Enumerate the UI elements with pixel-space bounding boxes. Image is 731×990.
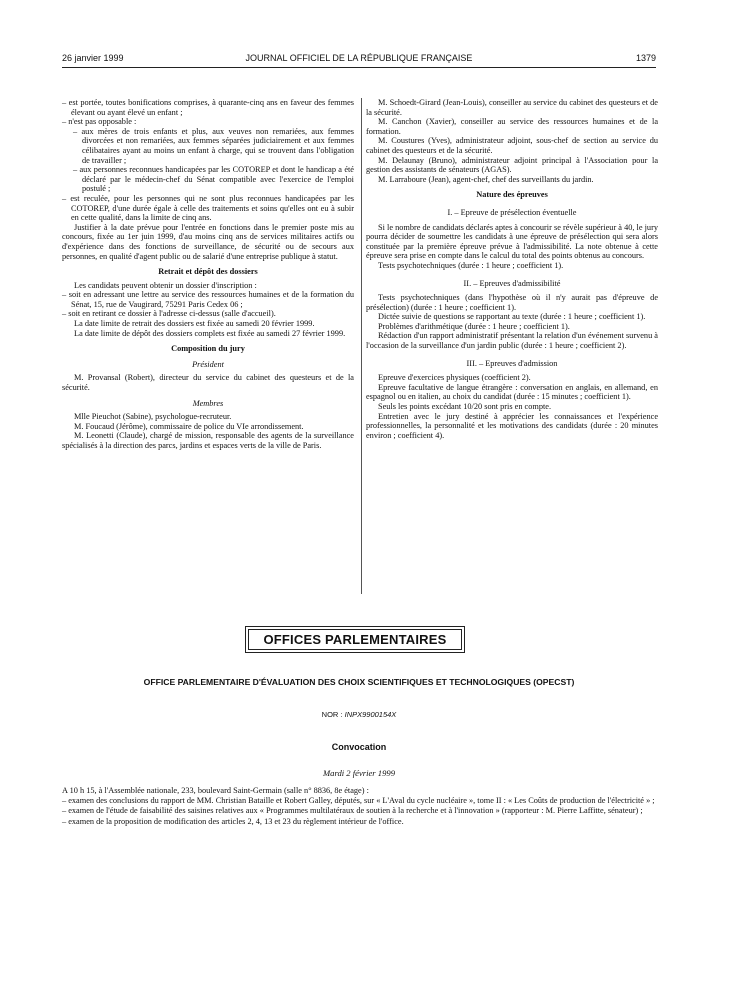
- office-title: OFFICE PARLEMENTAIRE D'ÉVALUATION DES CHOIX SCIENTIFIQUES ET TECHNOLOGIQUES (OPECST): [143, 677, 575, 687]
- agenda-intro: A 10 h 15, à l'Assemblée nationale, 233, boulevard Saint-Germain (salle n° 8836, 8e étage) :: [62, 786, 369, 795]
- section-box: [245, 626, 465, 653]
- paragraph: M. Schoedt-Girard (Jean-Louis), conseiller au service du cabinet des questeurs et de la sécurité.: [366, 98, 658, 117]
- agenda-item: – examen de l'étude de faisabilité des saisines relatives aux « Programmes multilatéraux de soutien à la recherche et à l'innovation » (rapporteur : M. Pierre Laffitte, sénateur) ;: [62, 806, 643, 816]
- nor-code: INPX9900154X: [344, 710, 397, 719]
- meeting-date: Mardi 2 février 1999: [322, 768, 395, 778]
- left-column: [62, 98, 354, 451]
- paragraph: – est reculée, pour les personnes qui ne sont plus reconnues handicapées par les COTOREP, d'une durée égale à celle des traitements et soins qu'elles ont eu à subir en cette qualité, dans la limite de cinq ans.: [62, 193, 354, 223]
- journal-title: JOURNAL OFFICIEL DE LA RÉPUBLIQUE FRANÇAISE: [245, 53, 473, 63]
- paragraph: M. Foucaud (Jérôme), commissaire de police du VIe arrondissement.: [74, 421, 304, 431]
- subheading: Membres: [192, 398, 224, 408]
- paragraph: M. Coustures (Yves), administrateur adjoint, sous-chef de section au service du cabinet des questeurs et de la sécurité.: [366, 136, 658, 155]
- section-heading: Nature des épreuves: [476, 190, 548, 200]
- paragraph: Entretien avec le jury destiné à apprécier les connaissances et l'expérience professionnelles, la personnalité et les motivations des candidats (durée : 20 minutes environ ; coefficient 4).: [366, 411, 658, 440]
- paragraph: Mlle Pieuchot (Sabine), psychologue-recruteur.: [74, 412, 232, 422]
- paragraph: M. Provansal (Robert), directeur du service du cabinet des questeurs et de la sécurité.: [62, 373, 354, 393]
- subheading: Président: [192, 359, 224, 369]
- section-heading: II. – Epreuves d'admissibilité: [463, 278, 561, 288]
- paragraph: – est portée, toutes bonifications comprises, à quarante-cinq ans en faveur des femmes élevant ou ayant élevé un enfant ;: [62, 98, 354, 117]
- paragraph: M. Delaunay (Bruno), administrateur adjoint principal à l'Association pour la gestion des assistants de sénateurs (AGAS).: [366, 155, 658, 175]
- page-number: 1379: [635, 53, 656, 63]
- paragraph: M. Leonetti (Claude), chargé de mission, responsable des agents de la surveillance spécialisés à la direction des parcs, jardins et espaces verts de la ville de Paris.: [62, 431, 354, 450]
- agenda: [62, 786, 670, 827]
- paragraph: Epreuve facultative de langue étrangère : conversation en anglais, en allemand, en espagnol ou en italien, au choix du candidat (durée : 15 minutes ; coefficient 1).: [366, 382, 658, 402]
- column-divider: [361, 98, 362, 594]
- section-box-title: OFFICES PARLEMENTAIRES: [248, 629, 462, 650]
- paragraph: Justifier à la date prévue pour l'entrée en fonctions dans le premier poste mis au concours, fixée au 1er juin 1999, d'au moins cinq ans de services militaires actifs ou d'expérience dans des fonctions de surveillance, de sécurité ou de secours aux personnes, en qualité d'agent public ou de salarié d'une entreprise publique à statut.: [62, 222, 354, 261]
- section-heading: I. – Epreuve de présélection éventuelle: [447, 207, 577, 217]
- paragraph: M. Canchon (Xavier), conseiller au service des ressources humaines et de la formation.: [366, 117, 658, 136]
- header-rule: [62, 67, 656, 68]
- section-heading: Composition du jury: [171, 344, 245, 354]
- paragraph: La date limite de dépôt des dossiers complets est fixée au samedi 27 février 1999.: [74, 328, 346, 338]
- paragraph: – n'est pas opposable :: [62, 117, 137, 127]
- paragraph: Rédaction d'un rapport administratif présentant la relation d'un événement survenu à l'occasion de la surveillance d'un jardin public (durée : 1 heure ; coefficient 2).: [366, 331, 658, 351]
- section-heading: Retrait et dépôt des dossiers: [158, 267, 258, 277]
- right-column: [366, 98, 658, 440]
- paragraph: Epreuve d'exercices physiques (coefficient 2).: [378, 373, 531, 383]
- paragraph: Les candidats peuvent obtenir un dossier d'inscription :: [74, 280, 257, 290]
- paragraph: Tests psychotechniques (durée : 1 heure ; coefficient 1).: [378, 260, 564, 270]
- convocation-heading: Convocation: [331, 742, 387, 752]
- agenda-item: – examen des conclusions du rapport de MM. Christian Bataille et Robert Galley, députés, sur « L'Aval du cycle nucléaire », tome II : « Les Coûts de production de l'électricité » ;: [62, 796, 655, 806]
- header-date: 26 janvier 1999: [62, 53, 124, 63]
- paragraph: – soit en adressant une lettre au service des ressources humaines et de la formation du Sénat, 15, rue de Vaugirard, 75291 Paris Cedex 06 ;: [62, 290, 354, 309]
- paragraph: Dictée suivie de questions se rapportant au texte (durée : 1 heure ; coefficient 1).: [378, 312, 646, 322]
- page-header: [62, 53, 656, 65]
- agenda-item: – examen de la proposition de modification des articles 2, 4, 13 et 23 du règlement intérieur de l'office.: [62, 816, 404, 826]
- paragraph: La date limite de retrait des dossiers est fixée au samedi 20 février 1999.: [74, 319, 315, 329]
- nor-reference: [62, 710, 656, 719]
- paragraph: – aux personnes reconnues handicapées par les COTOREP et dont le handicap a été déclaré par le médecin-chef du Sénat compatible avec l'exercice de l'emploi postulé ;: [73, 165, 354, 194]
- paragraph: Problèmes d'arithmétique (durée : 1 heure ; coefficient 1).: [378, 321, 570, 331]
- paragraph: – soit en retirant ce dossier à l'adresse ci-dessus (salle d'accueil).: [62, 309, 276, 319]
- paragraph: – aux mères de trois enfants et plus, aux veuves non remariées, aux femmes divorcées et non remariées, aux femmes séparées judiciairement et aux femmes célibataires ayant au moins un enfant à charge, qui se trouvent dans l'obligation de travailler ;: [73, 126, 354, 165]
- paragraph: Seuls les points excédant 10/20 sont pris en compte.: [378, 402, 552, 412]
- paragraph: M. Larraboure (Jean), agent-chef, chef des surveillants du jardin.: [378, 174, 594, 184]
- paragraph: Si le nombre de candidats déclarés aptes à concourir se révèle supérieur à 40, le jury pourra décider de soumettre les candidats à une épreuve de présélection qui sera alors constituée par la première épreuve prévue à l'admissibilité. La note obtenue à cette épreuve sera prise en compte dans le calcul du total des points obtenus au concours.: [366, 222, 658, 261]
- nor-label: NOR :: [321, 710, 343, 719]
- paragraph: Tests psychotechniques (dans l'hypothèse où il n'y aurait pas d'épreuve de présélection) (durée : 1 heure ; coefficient 1).: [366, 293, 658, 312]
- section-heading: III. – Epreuves d'admission: [466, 358, 558, 368]
